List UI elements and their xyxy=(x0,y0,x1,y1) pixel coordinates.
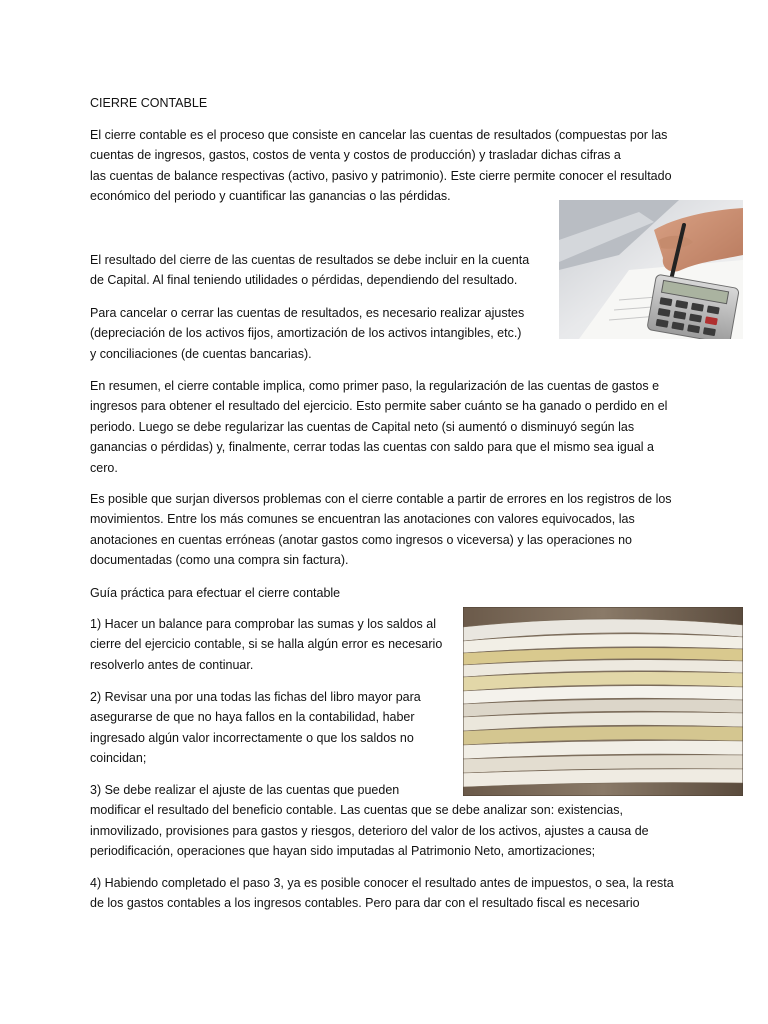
paragraph-5 xyxy=(90,489,672,571)
text-line: ingresado algún valor incorrectamente o que los saldos no xyxy=(90,730,414,745)
text-line: asegurarse de que no haya fallos en la contabilidad, haber xyxy=(90,710,415,725)
paragraph-4 xyxy=(90,376,667,478)
text-line: económico del periodo y cuantificar las ganancias o las pérdidas. xyxy=(90,189,451,204)
text-line: El resultado del cierre de las cuentas de resultados se debe incluir en la cuenta xyxy=(90,253,530,267)
text-line: anotaciones en cuentas erróneas (anotar gastos como ingresos o viceversa) y las operaciones no xyxy=(90,532,632,547)
text-line: de los gastos contables a los ingresos contables. Pero para dar con el resultado fiscal es necesario xyxy=(90,896,640,911)
text-line: ingresos para obtener el resultado del ejercicio. Esto permite saber cuánto se ha ganado o perdido en el xyxy=(90,399,668,414)
paragraph-2 xyxy=(90,250,529,291)
text-line: Para cancelar o cerrar las cuentas de resultados, es necesario realizar ajustes xyxy=(90,306,525,320)
text-line: documentadas (como una compra sin factura). xyxy=(90,553,349,568)
paragraph-1 xyxy=(90,125,672,207)
text-line: resolverlo antes de continuar. xyxy=(90,657,254,672)
text-line: (depreciación de los activos fijos, amortización de los activos intangibles, etc.) xyxy=(90,326,522,341)
text-line: cierre del ejercicio contable, si se halla algún error es necesario xyxy=(90,637,443,652)
text-line: 3) Se debe realizar el ajuste de las cuentas que pueden xyxy=(90,783,400,797)
text-line: cuentas de ingresos, gastos, costos de venta y costos de producción) y trasladar dichas cifras a xyxy=(90,148,621,163)
step-2 xyxy=(90,687,421,769)
text-line: 1) Hacer un balance para comprobar las sumas y los saldos al xyxy=(90,617,437,631)
text-line: cero. xyxy=(90,460,118,475)
calculator-icon xyxy=(559,200,743,339)
paragraph-3 xyxy=(90,303,524,364)
calculator-photo xyxy=(559,200,743,339)
text-line: El cierre contable es el proceso que consiste en cancelar las cuentas de resultados (compuestas por las xyxy=(90,128,668,142)
text-line: y conciliaciones (de cuentas bancarias). xyxy=(90,346,312,361)
step-1 xyxy=(90,614,442,675)
step-4 xyxy=(90,873,674,914)
text-line: de Capital. Al final teniendo utilidades o pérdidas, dependiendo del resultado. xyxy=(90,273,518,288)
text-line: Es posible que surjan diversos problemas con el cierre contable a partir de errores en los registros de los xyxy=(90,492,672,506)
text-line: movimientos. Entre los más comunes se encuentran las anotaciones con valores equivocados, las xyxy=(90,512,635,527)
text-line: modificar el resultado del beneficio contable. Las cuentas que se debe analizar son: existencias, xyxy=(90,803,623,818)
text-line: periodo. Luego se debe regularizar las cuentas de Capital neto (si aumentó o disminuyó según las xyxy=(90,419,635,434)
text-line: inmovilizado, provisiones para gastos y riesgos, deterioro del valor de los activos, ajustes a causa de xyxy=(90,823,649,838)
document-title: CIERRE CONTABLE xyxy=(90,96,208,110)
paper-stack-icon xyxy=(463,607,743,796)
text-line: coincidan; xyxy=(90,751,147,766)
papers-photo xyxy=(463,607,743,796)
text-line: Guía práctica para efectuar el cierre contable xyxy=(90,586,341,600)
text-line: En resumen, el cierre contable implica, como primer paso, la regularización de las cuentas de gastos e xyxy=(90,379,660,393)
section-heading xyxy=(90,583,340,603)
text-line: 2) Revisar una por una todas las fichas del libro mayor para xyxy=(90,690,421,704)
text-line: periodificación, operaciones que hayan sido imputadas al Patrimonio Neto, amortizaciones; xyxy=(90,844,596,859)
text-line: 4) Habiendo completado el paso 3, ya es posible conocer el resultado antes de impuestos, o sea, la resta xyxy=(90,876,674,890)
text-line: ganancias o pérdidas) y, finalmente, cerrar todas las cuentas con saldo para que el mismo sea igual a xyxy=(90,440,654,455)
text-line: las cuentas de balance respectivas (activo, pasivo y patrimonio). Este cierre permite conocer el resultado xyxy=(90,168,672,183)
